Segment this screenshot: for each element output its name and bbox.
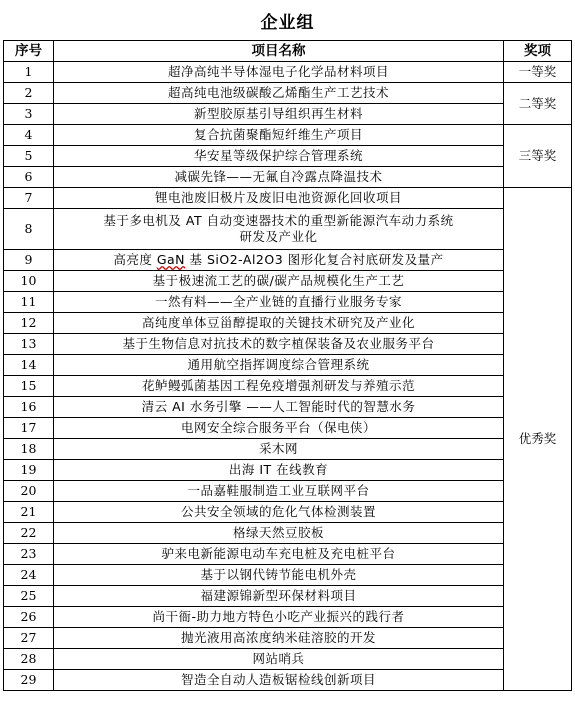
- row-number: 21: [4, 502, 54, 523]
- row-number: 27: [4, 628, 54, 649]
- table-row: [4, 62, 572, 83]
- project-name: 超高纯电池级碳酸乙烯酯生产工艺技术: [54, 83, 504, 104]
- project-name: 高纯度单体豆甾醇提取的关键技术研究及产业化: [54, 313, 504, 334]
- table-row: [4, 167, 572, 188]
- table-row: [4, 376, 572, 397]
- table-row: [4, 397, 572, 418]
- row-number: 17: [4, 418, 54, 439]
- table-row: [4, 502, 572, 523]
- row-number: 25: [4, 586, 54, 607]
- project-name: 复合抗菌聚酯短纤维生产项目: [54, 125, 504, 146]
- project-name: 抛光液用高浓度纳米硅溶胶的开发: [54, 628, 504, 649]
- table-row: [4, 83, 572, 104]
- row-number: 22: [4, 523, 54, 544]
- header-award: 奖项: [504, 41, 572, 62]
- project-name: 华安星等级保护综合管理系统: [54, 146, 504, 167]
- row-number: 19: [4, 460, 54, 481]
- row-number: 1: [4, 62, 54, 83]
- project-name-line: 研发及产业化: [239, 229, 318, 244]
- row-number: 13: [4, 334, 54, 355]
- table-row: [4, 292, 572, 313]
- row-number: 29: [4, 670, 54, 691]
- project-name-part: 基 SiO2-Al2O3 图形化复合衬底研发及量产: [185, 252, 444, 267]
- table-row: [4, 271, 572, 292]
- table-row: [4, 146, 572, 167]
- row-number: 20: [4, 481, 54, 502]
- project-name: [54, 250, 504, 271]
- table-row: [4, 544, 572, 565]
- project-name-line: 基于多电机及 AT 自动变速器技术的重型新能源汽车动力系统: [103, 213, 454, 228]
- row-number: 16: [4, 397, 54, 418]
- row-number: 8: [4, 209, 54, 250]
- table-row: [4, 209, 572, 250]
- project-name: 公共安全领域的危化气体检测装置: [54, 502, 504, 523]
- table-row: [4, 586, 572, 607]
- award-excellent: 优秀奖: [504, 188, 572, 691]
- project-name: 福建源锦新型环保材料项目: [54, 586, 504, 607]
- project-name: 基于极速流工艺的碳/碳产品规模化生产工艺: [54, 271, 504, 292]
- table-row: [4, 460, 572, 481]
- project-name-part: 高亮度: [113, 252, 157, 267]
- project-name: 一品嘉鞋服制造工业互联网平台: [54, 481, 504, 502]
- table-row: [4, 523, 572, 544]
- table-row: [4, 607, 572, 628]
- project-name: 通用航空指挥调度综合管理系统: [54, 355, 504, 376]
- row-number: 28: [4, 649, 54, 670]
- row-number: 15: [4, 376, 54, 397]
- project-name: 基于以钢代铸节能电机外壳: [54, 565, 504, 586]
- project-name: 电网安全综合服务平台（保电侠）: [54, 418, 504, 439]
- award-second: 二等奖: [504, 83, 572, 125]
- table-row: [4, 125, 572, 146]
- table-row: [4, 628, 572, 649]
- table-row: [4, 649, 572, 670]
- project-name: 智造全自动人造板锯检线创新项目: [54, 670, 504, 691]
- project-name: [54, 209, 504, 250]
- project-name: 出海 IT 在线教育: [54, 460, 504, 481]
- row-number: 26: [4, 607, 54, 628]
- project-name: 一然有料——全产业链的直播行业服务专家: [54, 292, 504, 313]
- project-name: 新型胶原基引导组织再生材料: [54, 104, 504, 125]
- row-number: 7: [4, 188, 54, 209]
- project-name: 超净高纯半导体湿电子化学品材料项目: [54, 62, 504, 83]
- project-name: 尚干衙-助力地方特色小吃产业振兴的践行者: [54, 607, 504, 628]
- row-number: 6: [4, 167, 54, 188]
- row-number: 24: [4, 565, 54, 586]
- row-number: 18: [4, 439, 54, 460]
- project-name: 网站哨兵: [54, 649, 504, 670]
- row-number: 23: [4, 544, 54, 565]
- header-name: 项目名称: [54, 41, 504, 62]
- row-number: 10: [4, 271, 54, 292]
- project-name: 驴来电新能源电动车充电桩及充电桩平台: [54, 544, 504, 565]
- project-name: 减碳先锋——无氟自冷露点降温技术: [54, 167, 504, 188]
- table-header-row: [4, 41, 572, 62]
- spellcheck-marked-word: GaN: [156, 252, 186, 267]
- row-number: 3: [4, 104, 54, 125]
- project-name: 采木网: [54, 439, 504, 460]
- table-row: [4, 481, 572, 502]
- project-name: 基于生物信息对抗技术的数字植保装备及农业服务平台: [54, 334, 504, 355]
- project-name: 格绿天然豆胶板: [54, 523, 504, 544]
- table-row: [4, 439, 572, 460]
- award-table: [3, 40, 572, 691]
- row-number: 9: [4, 250, 54, 271]
- award-first: 一等奖: [504, 62, 572, 83]
- table-row: [4, 670, 572, 691]
- table-row: [4, 355, 572, 376]
- table-row: [4, 188, 572, 209]
- header-no: 序号: [4, 41, 54, 62]
- project-name: 花鲈鳗弧菌基因工程免疫增强剂研发与养殖示范: [54, 376, 504, 397]
- row-number: 2: [4, 83, 54, 104]
- row-number: 11: [4, 292, 54, 313]
- award-third: 三等奖: [504, 125, 572, 188]
- project-name: 清云 AI 水务引擎 ——人工智能时代的智慧水务: [54, 397, 504, 418]
- table-row: [4, 565, 572, 586]
- row-number: 14: [4, 355, 54, 376]
- row-number: 5: [4, 146, 54, 167]
- table-row: [4, 418, 572, 439]
- table-row: [4, 334, 572, 355]
- row-number: 12: [4, 313, 54, 334]
- row-number: 4: [4, 125, 54, 146]
- table-row: [4, 250, 572, 271]
- project-name: 锂电池废旧极片及废旧电池资源化回收项目: [54, 188, 504, 209]
- table-row: [4, 313, 572, 334]
- section-title: 企业组: [260, 12, 315, 33]
- table-row: [4, 104, 572, 125]
